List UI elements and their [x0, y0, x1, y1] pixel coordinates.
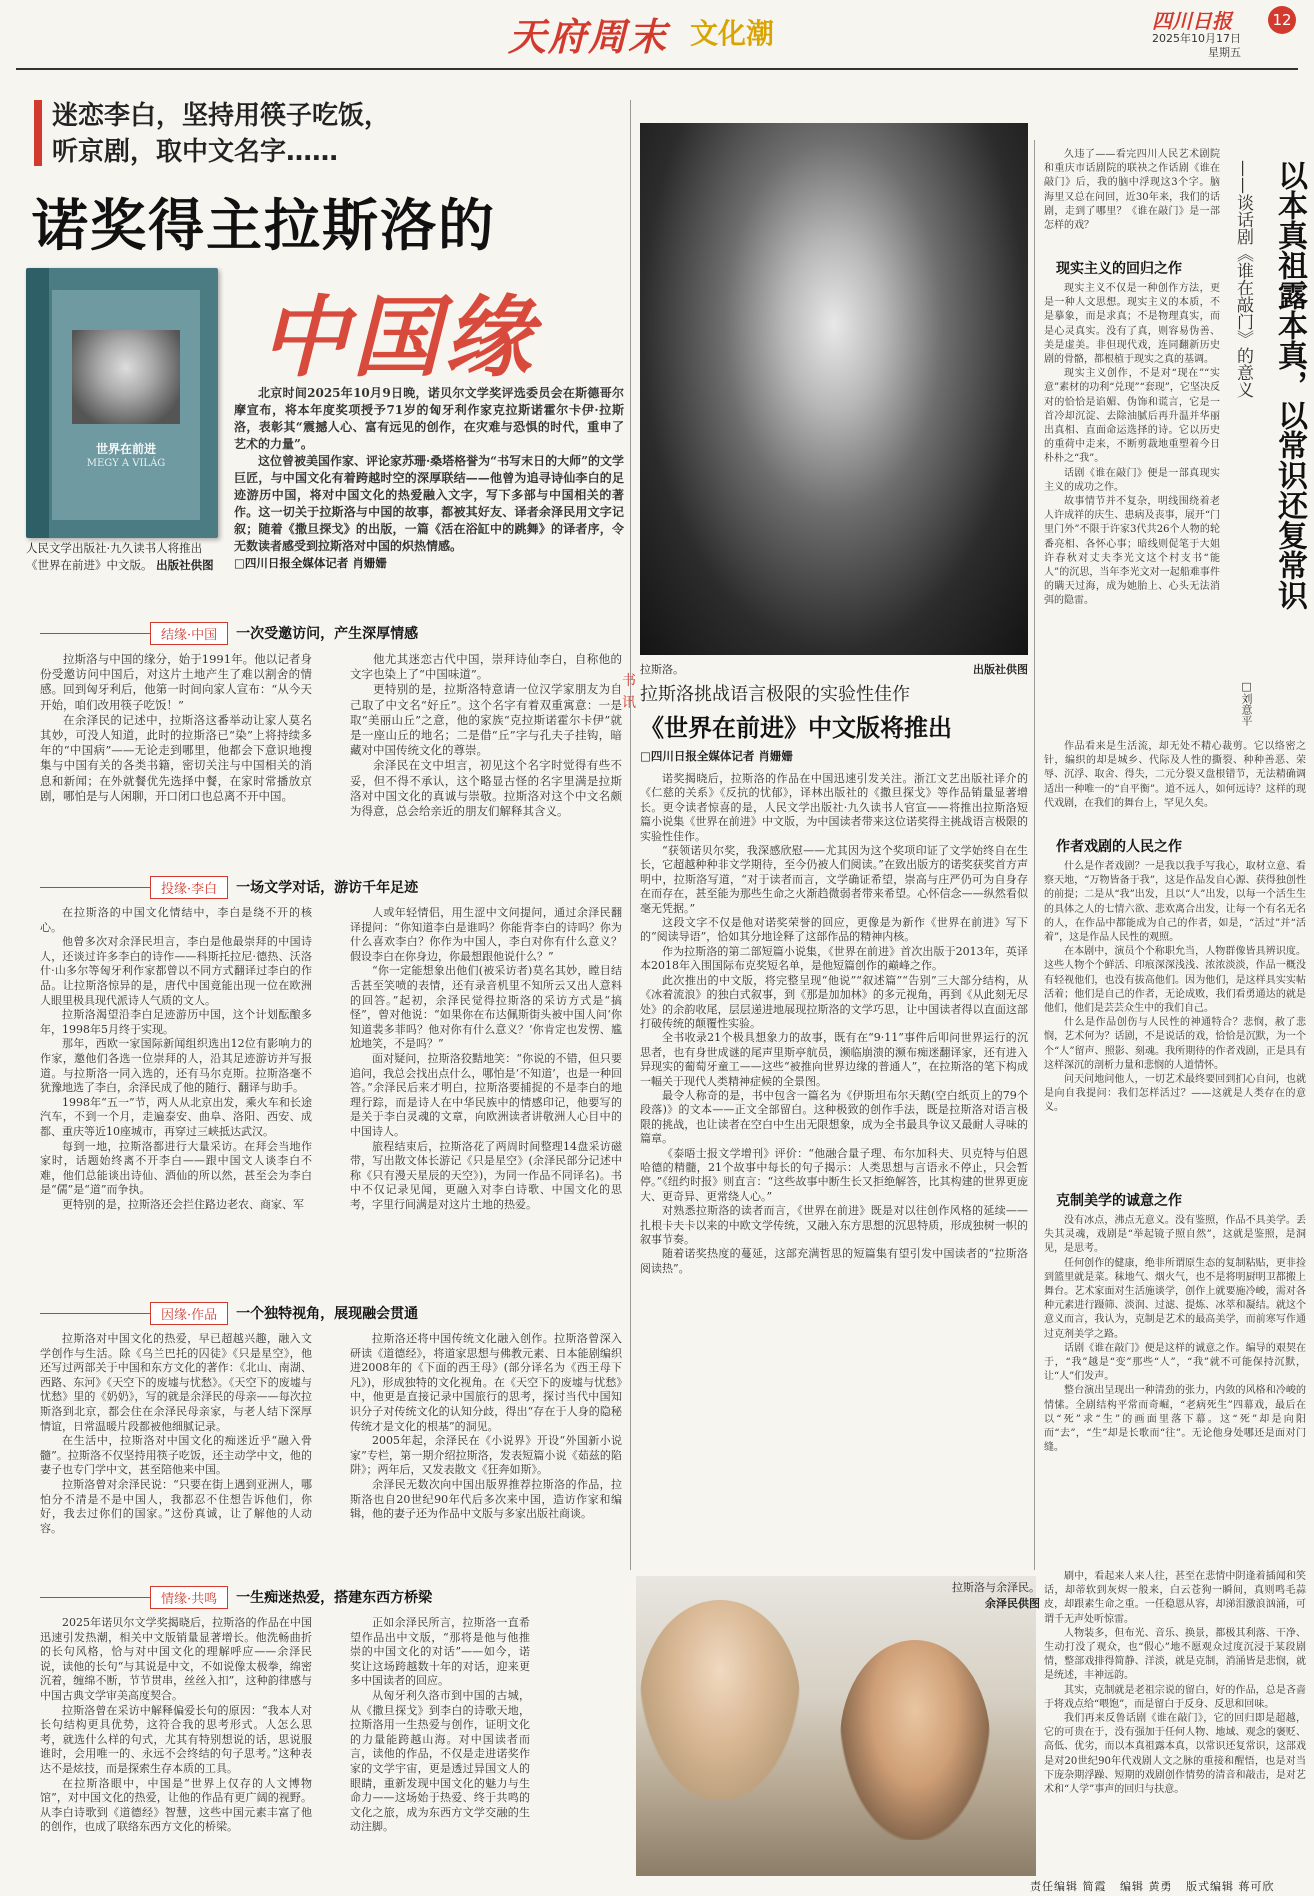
column-divider: [630, 100, 631, 1570]
section-label: 书讯: [622, 673, 636, 711]
article3-column: 刷中，看起来人来人往，甚至在悲情中阴逢着插闻和笑话，却蒂软到灰烬一般来，白云苍狗一瞬间，真则鸣毛蒜皮，却跟素生命之重。一任稳恩从容，却涕泪激浪汹涌，可谓千无声处听惊雷。 人物装多，但布光、音乐、换景，都极其利落、干净、生动打没了观众，也“假心”地不愿观众过度沉浸于某段剧情，整部戏排得简静、洋淡，就是克制，消涌皆是悲悯，就是统述，丰神远韵。 其实，克制就是老祖宗说的留白，好的作品，总是吝啬于将戏点给“喂饱”，而是留白于反身、反思和回味。 我们再来反鲁话剧《谁在敲门》，它的回归即是超越，它的可贵在于，没有强加于任何人物、地域、观念的褒贬、高低、优劣，而以本真祖露本真，以常识还复常识，这部戏是对20世纪90年代戏剧人文之脉的重接和醒悟，也是对当下庞杂期浮躁、短期的戏剧创作情势的清音和敲击，是对艺术和“人学”事声的回归与扶意。: [1044, 1571, 1306, 1796]
article3-intro: 久违了——看完四川人民艺术剧院和重庆市话剧院的联袂之作话剧《谁在敲门》后，我的脑中浮现这3个字。脑海里又总在问回，近30年来，我们的话剧，走到了哪里？《谁在敲门》是一部怎样的戏？: [1044, 149, 1220, 232]
editor-credits: 责任编辑 简霞 编辑 黄勇 版式编辑 蒋可欣: [1030, 1880, 1275, 1893]
article2-byline: □四川日报全媒体记者 肖姗姗: [640, 749, 793, 763]
paper-name: 四川日报: [1152, 9, 1232, 33]
lead-paragraph: 北京时间2025年10月9日晚，诺贝尔文学奖评选委员会在斯德哥尔摩宣布，将本年度奖项授予71岁的匈牙利作家克拉斯诺霍尔卡伊·拉斯洛，表彰其“震撼人心、富有远见的创作，在灾难与恐惧的时代，重申了艺术的力量”。: [234, 386, 624, 451]
section-title: 一个独特视角，展现融会贯通: [236, 1306, 419, 1322]
text-column: 拉斯洛与中国的缘分，始于1991年。他以记者身份受邀访问中国后，对这片土地产生了难以割舍的情感。回到匈牙利后，他第一时间向家人宣布：“从今天开始，咱们改用筷子吃饭！” 在余泽民的记述中，拉斯洛这番举动让家人莫名其妙，可没人知道，此时的拉斯洛已“染”上将持续多年的“中国病”——无论走到哪里，他都会下意识地搜集与中国有关的各类书籍，密切关注与中国相关的消息和新闻；在外就餐优先选择中餐，在家时常播放京剧，哪怕是与人闲聊，开口闭口也总离不开中国。: [40, 652, 312, 803]
article3-headline: 以本真祖露本真，以常识还复常识: [1272, 160, 1307, 610]
article2-kicker: 拉斯洛挑战语言极限的实验性佳作: [640, 684, 910, 705]
book-cover-portrait: [72, 330, 180, 424]
article3-subhead: 克制美学的诚意之作: [1056, 1193, 1182, 1209]
article3-column: 没有冰点，沸点无意义。没有鉴照，作品不具美学。丢失其灵魂，戏剧是“举起镜子照自然”，这就是鉴照，是洞见，是思考。 任何创作的健康，绝非所谓原生态的复制粘贴，更非捡到篮里就是菜。秣地气、烟火气，也不是将明厨明卫都搬上舞台。艺术家面对生活施谈学，创作上就要施冷峻，需对各种元素进行蹑筛、淡润、过滤、提炼、冰萃和凝结。就这个意义而言，我认为，克制是艺术的最高美学，而前寒写作通过克剂美学之路。 话剧《谁在敲门》便是这样的诚意之作。编导的艰契在于，“我”越是“变”那些“人”，“我”就不可能保持沉默，让“人”们发声。 整台演出呈现出一种清劲的张力，内敛的风格和冷峻的情愫。全剧结构平常而奇崛，“老病死生”四幕戏，最后在以“死”求“生”的画面里落下幕。这“死”却是向阳而“去”，“生”却是长歌而“往”。无论他身处哪还是面对门缝。: [1044, 1215, 1306, 1454]
masthead-title: 天府周末: [508, 14, 669, 59]
article-lead: [234, 385, 624, 572]
portrait-photo: [640, 123, 1028, 655]
section-tag: 因缘·作品: [150, 1302, 228, 1325]
section-title: 一场文学对话，游访千年足迹: [236, 880, 419, 896]
text-column: 在拉斯洛的中国文化情结中，李白是绕不开的核心。 他曾多次对余泽民坦言，李白是他最崇拜的中国诗人，还谈过许多李白的诗作——科斯托拉尼·德热、沃洛什·山多尔等匈牙利作家都曾以不同方式翻译过李白的作品。让拉斯洛惊异的是，唐代中国竟能出现一位在欧洲人眼里极具现代派诗人气质的文人。 拉斯洛渴望沿李白足迹游历中国，这个计划酝酿多年，1998年5月终于实现。 那年，西欧一家国际新闻组织选出12位有影响力的作家，邀他们各选一位崇拜的人，沿其足迹游访并写报道。与拉斯洛一同入选的，还有马尔克斯。拉斯洛毫不犹豫地选了李白，余泽民成了他的随行、翻译与助手。 1998年“五一”节，两人从北京出发，乘火车和长途汽车，不到一个月，走遍泰安、曲阜、洛阳、西安、成都、重庆等近10座城市，再穿过三峡抵达武汉。 每到一地，拉斯洛都进行大量采访。在拜会当地作家时，话题始终离不开李白——跟中国文人谈李白不难，他们总能谈出诗仙、酒仙的所以然，甚至会为李白是“儒”是“道”而争执。 更特别的是，拉斯洛还会拦住路边老农、商家、军: [40, 906, 312, 1211]
column-divider: [1034, 140, 1035, 1570]
headline: 诺奖得主拉斯洛的: [32, 194, 496, 259]
article3-subhead: 现实主义的回归之作: [1056, 261, 1182, 277]
section-tag: 投缘·李白: [150, 876, 228, 899]
masthead-rule: [16, 68, 1298, 70]
section-title: 一次受邀访问，产生深厚情感: [236, 626, 419, 642]
section-header: [40, 1586, 620, 1608]
page-number: 12: [1268, 6, 1296, 34]
article3-column: 作品看来是生活流，却无处不精心裁剪。它以络密之针，编织的却是城乡、代际及人性的撕裂、种种善恶、荣辱、沉浮、取舍、得失，二元分裂又盘根错节，无法精确调适出一种唯一的“自平衡”。道不远人，如何远诗？这样的现代戏剧，在我们的舞台上，罕见久矣。: [1044, 741, 1306, 809]
headline-calligraphy: 中国缘: [260, 285, 537, 389]
group-photo-caption: 拉斯洛与余泽民。 余泽民供图: [952, 1581, 1040, 1610]
masthead-section: 文化潮: [690, 17, 775, 50]
book-caption: 人民文学出版社·九久读书人将推出《世界在前进》中文版。 出版社供图: [26, 541, 214, 572]
book-subtitle: MEGY A VILÁG: [86, 458, 166, 469]
issue-date: 2025年10月17日 星期五: [1152, 32, 1241, 59]
text-column: 拉斯洛还将中国传统文化融入创作。拉斯洛曾深入研读《道德经》，将道家思想与佛教元素、日本能剧编织进2008年的《下面的西王母》(部分译名为《西王母下凡》)，形成独特的文化视角。在《天空下的废墟与忧愁》中，他更是直接记录中国旅行的思考，探讨当代中国知识分子对传统文化的认知分歧，得出“存在于人身的隐秘传统才是文化的根基”的洞见。 2005年起，余泽民在《小说界》开设“外国新小说家”专栏，第一期介绍拉斯洛，发表短篇小说《茹兹的陷阱》；两年后，又发表散文《狂奔如斯》。 余泽民无数次向中国出版界推荐拉斯洛的作品，拉斯洛也自20世纪90年代后多次来中国，造访作家和编辑，他的妻子还为作品中文版与多家出版社商谈。: [350, 1332, 622, 1521]
section-header: [40, 1302, 620, 1324]
photo-caption: 拉斯洛。 出版社供图: [640, 663, 1028, 676]
kicker-accent-bar: [34, 100, 42, 166]
byline: □四川日报全媒体记者 肖姗姗: [234, 556, 387, 570]
text-column: 正如余泽民所言，拉斯洛一直希望作品出中文版，“那将是他与他推崇的中国文化的对话”——如今，诺奖让这场跨越数十年的对话，迎来更多中国读者的回应。 从匈牙利久洛市到中国的古城，从《撒旦探戈》到李白的诗歌天地，拉斯洛用一生热爱与创作，证明文化的力量能跨越山海。对中国读者而言，读他的作品，不仅是走进诺奖作家的文学宇宙，更是透过异国文人的眼睛，重新发现中国文化的魅力与生命力——这场始于热爱、终于共鸣的文化之旅，成为东西方文学交融的生动注脚。: [350, 1616, 530, 1834]
section-tag: 情缘·共鸣: [150, 1586, 228, 1609]
lead-paragraph: 这位曾被美国作家、评论家苏珊·桑塔格誉为“书写末日的大师”的文学巨匠，与中国文化有着跨越时空的深厚联结——他曾为追寻诗仙李白的足迹游历中国，将对中国文化的热爱融入文字，写下多部与中国相关的著作。这一切关于拉斯洛与中国的故事，都被其好友、译者余泽民用文字记叙；随着《撒旦探戈》的出版，一篇《活在浴缸中的跳舞》的译者序，令无数读者感受到拉斯洛对中国的炽热情感。: [234, 454, 624, 553]
text-column: 人或年轻情侣，用生涩中文问提问，通过余泽民翻译提问：“你知道李白是谁吗？你能背李白的诗吗？你为什么喜欢李白？你作为中国人，李白对你有什么意义？假设李白在你身边，你最想跟他说什么？” “你一定能想象出他们(被采访者)莫名其妙，瞠目结舌甚至笑喷的表情，还有录音机里不知所云又出人意料的回答。”起初，余泽民觉得拉斯洛的采访方式是“搞怪”，曾对他说：“如果你在布达佩斯街头被中国人问‘你知道裴多菲吗？他对你有什么意义？’你肯定也发愣、尴尬地笑，不是吗？” 面对疑问，拉斯洛狡黠地笑：“你说的不错，但只要追问，我总会找出点什么，哪怕是‘不知道’，也是一种回答。”余泽民后来才明白，拉斯洛要捕捉的不是李白的地理行踪，而是诗人在中华民族中的情感印记，他要写的是关于李白灵魂的文章，向欧洲读者讲敬洲人心目中的中国诗人。 旅程结束后，拉斯洛花了两周时间整理14盘采访磁带，写出散文体长游记《只是星空》(余泽民部分记述中称《只有漫天星辰的天空》)，为同一作品不同译名)。书中不仅记录见闻，更融入对李白诗歌、中国文化的思考，字里行间满是对这片土地的热爱。: [350, 906, 622, 1211]
kicker: 迷恋李白，坚持用筷子吃饭， 听京剧，取中文名字……: [52, 101, 391, 167]
text-column: 他尤其迷恋古代中国，崇拜诗仙李白，自称他的文字也染上了“中国味道”。 更特别的是，拉斯洛特意请一位汉学家朋友为自己取了中文名“好丘”。这个名字有着双重寓意：一是取“美丽山丘”之意，他的家族“克拉斯诺霍尔卡伊”就是一座山丘的地名；二是借“丘”字与孔夫子挂钩，暗藏对中国传统文化的尊崇。 余泽民在文中坦言，初见这个名字时觉得有些不妥，但不得不承认，这个略显古怪的名字里满是拉斯洛对中国文化的真诚与崇敬。拉斯洛对这个中文名颇为得意，总会给亲近的朋友们解释其含义。: [350, 652, 622, 819]
text-column: 2025年诺贝尔文学奖揭晓后，拉斯洛的作品在中国迅速引发热潮，相关中文版销量显著增长。他洗畅曲折的长句风格，恰与对中国文化的理解呼应——余泽民说，读他的长句“与其说是中文，不如说像太极拳，绵密沉着，缠绵不断，节节贯串，丝丝入扣”，这种韵律感与中国古典文学审美高度契合。 拉斯洛曾在采访中解释偏爱长句的原因：“我本人对长句结构更具优势，这符合我的思考形式。人怎么思考，就选什么样的句式，尤其有特别想说的话，思说服谁时，会用唯一的、永远不会终结的句子思考。”这种表达不是炫技，而是探索生存本质的工具。 在拉斯洛眼中，中国是“世界上仅存的人文博物馆”，对中国文化的热爱，让他的作品有更广阔的视野。从李白诗歌到《道德经》智慧，这些中国元素丰富了他的创作，也成了联络东西方文化的桥梁。: [40, 1616, 312, 1834]
article3-byline: □刘意平: [1240, 680, 1253, 726]
article2-body: 诺奖揭晓后，拉斯洛的作品在中国迅速引发关注。浙江文艺出版社译介的《仁慈的关系》《反抗的忧郁》，译林出版社的《撒旦探戈》等作品销量显著增长。更令读者惊喜的是，人民文学出版社·九久读书人官宣——将推出拉斯洛短篇小说集《世界在前进》中文版，为中国读者带来这位诺奖得主挑战语言极限的实验性佳作。 “获领诺贝尔奖，我深感欣慰——尤其因为这个奖项印证了文学始终自在生长，它超越种种非文学期待，至今仍被人们阅读。”在致出版方的诺奖获奖首方声明中，拉斯洛写道，“对于读者而言，文学确证希望，崇高与庄严仍可为自身存在而存在，甚至能为那些生命之火渐趋微弱者带来希望。心怀信念——纵然看似毫无凭据。” 这段文字不仅是他对诺奖荣誉的回应，更像是为新作《世界在前进》写下的“阅读导语”，恰如其分地诠释了这部作品的精神内核。 作为拉斯洛的第二部短篇小说集，《世界在前进》首次出版于2013年，英译本2018年入围国际布克奖短名单，是他短篇创作的巅峰之作。 此次推出的中文版，将完整呈现“他说”“叙述篇”“告别”三大部分结构，从《冰着流浪》的独白式叙事，到《那是加加林》的多元视角，再到《从此刻无尽处》的余韵收尾，层层递进地展现拉斯洛的文学巧思，让中国读者得以直面这部打破传统的颠覆性实验。 全书收录21个极具想象力的故事，既有在“9·11”事件后叩问世界运行的沉思者，也有身世成谜的尾声里斯亭航员，濒临崩溃的濒布痴迷翻译家，还有进入异现实的葡萄牙童工——这些“被推向世界边缘的普通人”，在拉斯洛的笔下构成一幅关于现代人类精神症候的全景图。 最令人称奇的是，书中包含一篇名为《伊斯坦布尔天鹅(空白纸页上的79个段落)》的文本——正文全部留白。这种极致的创作手法，既是拉斯洛对语言极限的挑战，也让读者在空白中生出无限想象，成为全书最具争议又最耐人寻味的篇章。 《泰晤士报文学增刊》评价：“他融合量子理、布尔加科夫、贝克特与伯恩哈德的精髓，21个故事中每长的句子揭示：人类思想与言语永不停止，只会暂停。”《纽约时报》则直言：“这些故事中断生长又拒绝解答，比其构建的世界更庞大、更奇异、更常绕人心。” 对熟悉拉斯洛的读者而言，《世界在前进》既是对以往创作风格的延续——扎根卡夫卡以来的中欧文学传统，又融入东方思想的沉思特质，形成独树一帜的叙事节奏。 随着诺奖热度的蔓延，这部充满哲思的短篇集有望引发中国读者的“拉斯洛阅读热”。: [640, 772, 1028, 1275]
book-title: 世界在前进: [95, 442, 156, 456]
person-right: [840, 1640, 990, 1840]
article3-subtitle: ——谈话剧《谁在敲门》的意义: [1233, 160, 1253, 398]
section-header: [40, 622, 620, 644]
text-column: 拉斯洛对中国文化的热爱，早已超越兴趣，融入文学创作与生活。除《乌兰巴托的囚徒》《只是星空》，他还写过两部关于中国和东方文化的著作：《北山、南湖、西路、东河》《天空下的废墟与忧愁》。《天空下的废墟与忧愁》里的《奶奶》，写的就是余泽民的母亲——每次拉斯洛到北京，都会住在余泽民母亲家，与老人结下深厚情谊，日常温暖片段都被他细腻记录。 在生活中，拉斯洛对中国文化的痴迷近乎“融入骨髓”。拉斯洛不仅坚持用筷子吃饭，还主动学中文，他的妻子也专门学中文，甚至陪他来中国。 拉斯洛曾对余泽民说：“只要在街上遇到亚洲人，哪怕分不清是不是中国人，我都忍不住想告诉他们，你好，我去过你们的国家。”这份真诚，让了解他的人动容。: [40, 1332, 312, 1535]
section-header: [40, 876, 620, 898]
section-title: 一生痴迷热爱，搭建东西方桥梁: [236, 1590, 433, 1606]
section-tag: 结缘·中国: [150, 622, 228, 645]
article2-headline: 《世界在前进》中文版将推出: [640, 714, 952, 742]
article3-column: 什么是作者戏剧？一是我以我手写我心，取材立意、看察天地，“万物皆备于我”，这是作品发自心源、获得独创性的前提；二是从“我”出发，且以“人”出发，以每一个活生生的具体之人的七情六欲、悲欢离合出发，让每一个有名无名的人，在作品中都能成为自己的作者，如是，“活过”并“活着”，这是作品人民性的观照。 在本剧中，演员个个称职允当，人物群像皆具辨识度。这些人物个个鲜活、印痕深深浅浅、浓浓淡淡，作品一概没有轻视他们，也没有拔高他们。因为他们，是这样具实实帖活着；他们是自己的作者，无论成败，我们看勇通达的就是他们，他们是芸芸众生中的我们自己。 什么是作品创伤与人民性的神通特合？悲悯，赦了悲悯，艺术何为？话剧，不是说话的戏，恰恰是沉默，为一个个“人”留声、照影、刻魂。我所期待的作者戏剧，正是具有这样深沉的剖析力量和悲悯的人道情怀。 问天问地问他人，一切艺术最终要回到扪心自问，也就是向自我提问：我们怎样活过？——这就是人类存在的意义。: [1044, 861, 1306, 1114]
article3-subhead: 作者戏剧的人民之作: [1056, 839, 1182, 855]
article3-column: 现实主义不仅是一种创作方法，更是一种人文思想。现实主义的本质，不是摹象，而是求真；不是物理真实，而是心灵真实。没有了真，则容易伪善、美是虚美。非但现代戏，连同翻新历史剧的骨骼，都根植于现实之真的基调。 现实主义创作，不是对“现在”“实意”素材的功利“兑现”“套现”，它坚决反对的恰恰是谄媚、伪饰和谎言，它是一首冷却沉淀、去除油腻后再升温并华丽出真相、直面命运选择的诗。它以历史的重荷中走来，不断剪裁地重塑着今日朴朴之“我”。 话剧《谁在敲门》便是一部真现实主义的成功之作。 故事情节并不复杂，明线围绕着老人许成祥的庆生、患病及丧事，展开“门里门外”不限于许家3代共26个人物的轮番亮相、各怀心事；暗线则促笔于大姐许春秋对丈夫李光文这个村支书“能人”的沉思，当年李光文对一起船难事件的瞒天过海，成为她胎上、心头无法消弭的隐雷。: [1044, 283, 1220, 607]
person-left: [640, 1600, 800, 1800]
